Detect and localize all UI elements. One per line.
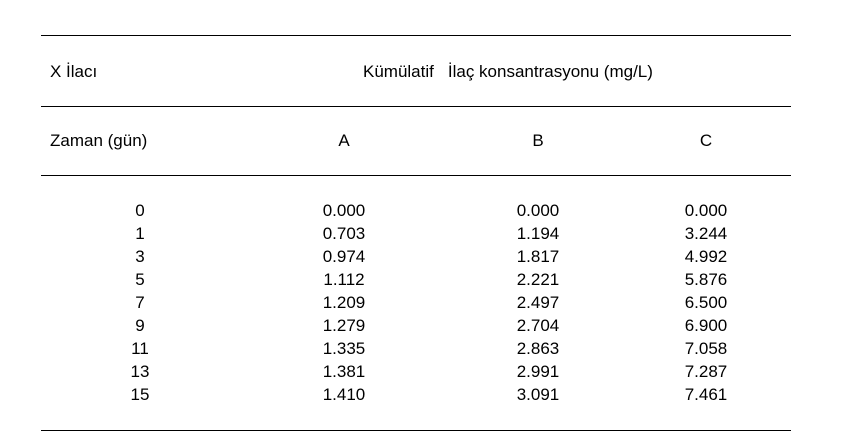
cell-c: 6.900	[684, 316, 728, 335]
table-row	[0, 291, 858, 314]
cell-c: 3.244	[684, 224, 728, 243]
table-row	[0, 245, 858, 268]
cell-a: 0.000	[322, 201, 366, 220]
column-header-a: A	[338, 131, 350, 150]
cell-c: 6.500	[684, 293, 728, 312]
title-word-concentration: İlaç konsantrasyonu (mg/L)	[447, 62, 653, 81]
table-title-concentration	[363, 62, 653, 82]
table-row	[0, 360, 858, 383]
table-row	[0, 222, 858, 245]
table-row	[0, 337, 858, 360]
cell-c: 4.992	[684, 247, 728, 266]
cell-time: 15	[130, 385, 150, 404]
cell-b: 0.000	[516, 201, 560, 220]
cell-b: 1.194	[516, 224, 560, 243]
column-header-c: C	[699, 131, 713, 150]
cell-a: 0.703	[322, 224, 366, 243]
title-word-cumulative: Kümülatif	[363, 62, 434, 81]
column-header-b: B	[532, 131, 544, 150]
cell-time: 11	[131, 339, 149, 358]
cell-a: 1.381	[322, 362, 366, 381]
cell-b: 2.704	[516, 316, 560, 335]
cell-b: 2.863	[516, 339, 560, 358]
table-row	[0, 268, 858, 291]
table-header-rule	[41, 106, 791, 107]
cell-b: 2.991	[516, 362, 560, 381]
cell-b: 2.221	[516, 270, 560, 289]
cell-time: 1	[135, 224, 145, 243]
cell-c: 5.876	[684, 270, 728, 289]
cell-c: 7.287	[684, 362, 728, 381]
cell-b: 1.817	[516, 247, 560, 266]
cell-c: 7.058	[684, 339, 728, 358]
cell-time: 9	[135, 316, 145, 335]
cell-time: 0	[135, 201, 145, 220]
table-column-rule	[41, 175, 791, 176]
cell-time: 7	[135, 293, 145, 312]
cell-a: 1.209	[322, 293, 366, 312]
table-row	[0, 314, 858, 337]
table-bottom-rule	[41, 430, 791, 431]
table-top-rule	[41, 35, 791, 36]
cell-a: 0.974	[322, 247, 366, 266]
cell-time: 5	[135, 270, 145, 289]
cell-c: 7.461	[684, 385, 728, 404]
cell-c: 0.000	[684, 201, 728, 220]
cell-a: 1.112	[323, 270, 365, 289]
cell-time: 3	[135, 247, 145, 266]
table-row	[0, 383, 858, 406]
column-header-time: Zaman (gün)	[50, 131, 148, 150]
cell-a: 1.279	[322, 316, 366, 335]
table-body	[0, 199, 858, 406]
table-row	[0, 199, 858, 222]
cell-b: 3.091	[516, 385, 560, 404]
cell-a: 1.410	[322, 385, 366, 404]
cell-time: 13	[130, 362, 150, 381]
cell-a: 1.335	[322, 339, 366, 358]
table-title-drug: X İlacı	[50, 62, 98, 81]
cell-b: 2.497	[516, 293, 560, 312]
